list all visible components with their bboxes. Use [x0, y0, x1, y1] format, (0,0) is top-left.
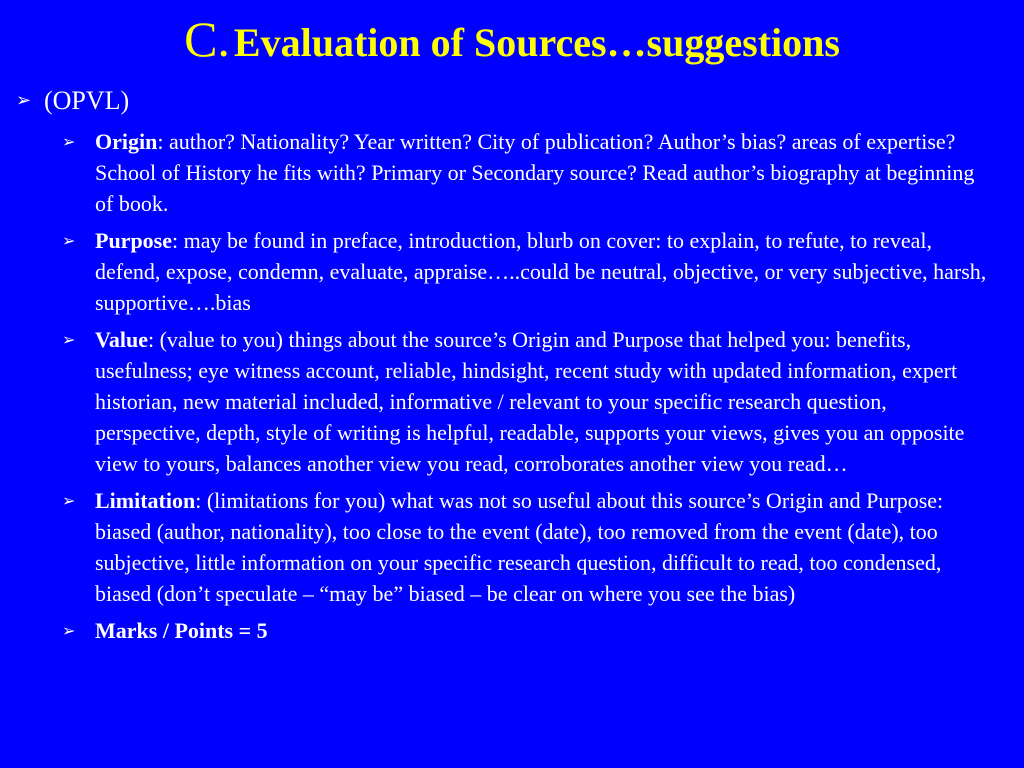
item-term: Limitation	[95, 488, 196, 513]
list-item-origin	[62, 126, 992, 219]
list-item-purpose	[62, 225, 992, 318]
list-item-limitation	[62, 485, 992, 609]
item-term: Value	[95, 327, 148, 352]
arrow-bullet-icon: ➢	[62, 231, 76, 250]
title-text: Evaluation of Sources…suggestions	[233, 20, 840, 65]
item-term: Origin	[95, 129, 158, 154]
arrow-bullet-icon: ➢	[62, 132, 76, 151]
arrow-bullet-icon: ➢	[62, 330, 76, 349]
section-letter: C.	[184, 11, 230, 67]
item-text: : (value to you) things about the source’s Origin and Purpose that helped you: benefits, usefulness; eye witness account, reliable, hindsight, recent study with updated information, expert historian, new material included, informative / relevant to your specific research question, perspective, depth, style of writing is helpful, readable, supports your views, gives you an opposite view to yours, balances another view you read, corroborates another view you read…	[95, 327, 965, 476]
list-item-value	[62, 324, 992, 479]
opvl-heading	[16, 86, 129, 116]
slide-title	[0, 11, 1024, 67]
arrow-bullet-icon: ➢	[16, 90, 32, 111]
item-text: : author? Nationality? Year written? City of publication? Author’s bias? areas of expertise? School of History he fits with? Primary or Secondary source? Read author’s biography at beginning of book.	[95, 129, 975, 216]
criteria-list	[62, 126, 992, 652]
item-text: : may be found in preface, introduction, blurb on cover: to explain, to refute, to reveal, defend, expose, condemn, evaluate, appraise…..could be neutral, objective, or very subjective, harsh, supportive….bias	[95, 228, 987, 315]
arrow-bullet-icon: ➢	[62, 621, 76, 640]
item-term: Purpose	[95, 228, 172, 253]
item-term: Marks / Points = 5	[95, 618, 268, 643]
item-text: : (limitations for you) what was not so useful about this source’s Origin and Purpose: biased (author, nationality), too close to the event (date), too removed from the event (date), too subjective, little information on your specific research question, difficult to read, too condensed, biased (don’t speculate – “may be” biased – be clear on where you see the bias)	[95, 488, 944, 606]
list-item-marks	[62, 615, 992, 646]
arrow-bullet-icon: ➢	[62, 491, 76, 510]
opvl-heading-text: (OPVL)	[44, 86, 130, 115]
